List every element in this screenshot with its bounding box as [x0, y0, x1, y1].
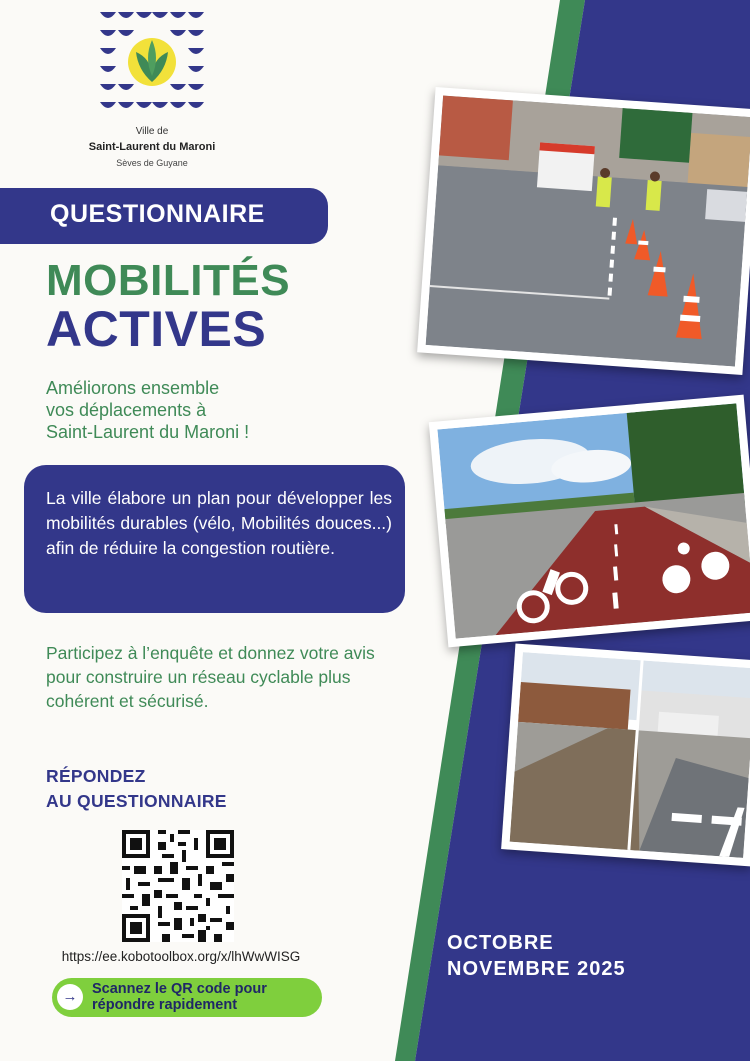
- city-label: Ville de: [135, 126, 169, 137]
- cta-line-2: AU QUESTIONNAIRE: [46, 791, 227, 811]
- photo-residential-street: [501, 644, 750, 867]
- qr-code-icon[interactable]: [122, 830, 234, 942]
- intro-text: [46, 377, 366, 443]
- scan-qr-button[interactable]: [52, 978, 322, 1017]
- city-name: Saint-Laurent du Maroni: [88, 141, 216, 153]
- questionnaire-label: QUESTIONNAIRE: [50, 200, 265, 228]
- info-box: [24, 465, 405, 613]
- scan-line-2: répondre rapidement: [92, 997, 238, 1013]
- call-to-action: [46, 764, 227, 814]
- photo-road-marking: [417, 87, 750, 375]
- title-line-2: ACTIVES: [46, 301, 267, 357]
- leaf-emblem-icon: [98, 10, 206, 120]
- cta-line-1: RÉPONDEZ: [46, 766, 146, 786]
- date-line-2: NOVEMBRE 2025: [447, 958, 626, 980]
- intro-line-1: Améliorons ensemble: [46, 378, 220, 398]
- info-box-text: La ville élabore un plan pour développer les mobilités durables (vélo, Mobilités douces...) afin de réduire la congestion routière.: [46, 488, 392, 558]
- title-line-1: MOBILITÉS: [46, 256, 291, 305]
- city-tagline: Sèves de Guyane: [116, 158, 188, 168]
- participation-text: Participez à l’enquête et donnez votre avis pour construire un réseau cyclable plus cohérent et sécurisé.: [46, 643, 375, 711]
- date-line-1: OCTOBRE: [447, 932, 554, 954]
- questionnaire-banner: [0, 188, 328, 244]
- intro-line-2: vos déplacements à: [46, 400, 207, 420]
- intro-line-3: Saint-Laurent du Maroni !: [46, 422, 250, 442]
- photo-bike-lane: [429, 395, 750, 648]
- survey-url-link[interactable]: https://ee.kobotoolbox.org/x/lhWwWISG: [61, 949, 301, 964]
- arrow-right-icon: →: [57, 984, 83, 1010]
- scan-line-1: Scannez le QR code pour: [92, 981, 267, 997]
